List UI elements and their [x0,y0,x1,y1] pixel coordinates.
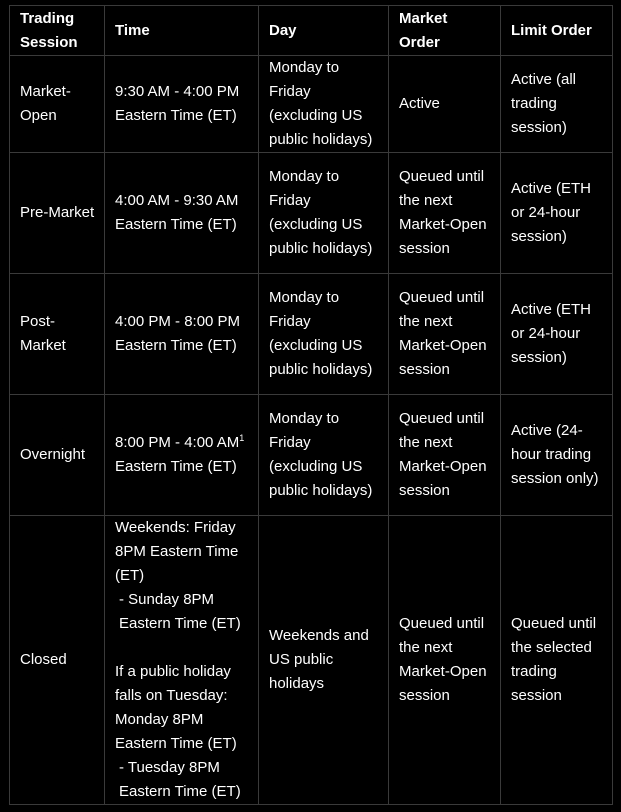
day-cell: Monday to Friday (excluding US public holidays) [259,56,389,153]
time-range-with-footnote [115,431,250,455]
time-zone: Eastern Time (ET) [115,107,237,124]
limit-order-cell: Active (ETH or 24-hour session) [501,274,613,395]
market-order-cell: Active [389,56,501,153]
header-market-order: Market Order [389,6,501,56]
holiday-start: Monday 8PM Eastern Time (ET) [115,711,237,752]
time-zone: Eastern Time (ET) [115,458,237,475]
holiday-end: - Tuesday 8PM Eastern Time (ET) [119,759,241,800]
table-row [10,56,613,153]
market-order-cell: Queued until the next Market-Open session [389,395,501,516]
time-cell [105,395,259,516]
market-order-cell: Queued until the next Market-Open session [389,153,501,274]
limit-order-cell: Active (all trading session) [501,56,613,153]
time-cell [105,274,259,395]
limit-order-cell: Queued until the selected trading session [501,516,613,805]
session-cell: Post-Market [10,274,105,395]
session-cell: Pre-Market [10,153,105,274]
session-cell: Market-Open [10,56,105,153]
header-limit-order: Limit Order [501,6,613,56]
table-row [10,516,613,805]
time-range: 4:00 AM - 9:30 AM [115,192,239,209]
time-cell [105,56,259,153]
time-zone: Eastern Time (ET) [115,216,237,233]
footnote-marker: 1 [239,433,245,443]
day-cell: Monday to Friday (excluding US public holidays) [259,153,389,274]
session-cell: Closed [10,516,105,805]
time-range: 4:00 PM - 8:00 PM [115,313,241,330]
holiday-intro: If a public holiday falls on Tuesday: [115,663,231,704]
time-zone: Eastern Time (ET) [115,337,237,354]
weekend-end: - Sunday 8PM Eastern Time (ET) [119,591,241,632]
table-row [10,395,613,516]
day-cell: Weekends and US public holidays [259,516,389,805]
table-row [10,153,613,274]
market-order-cell: Queued until the next Market-Open session [389,516,501,805]
day-cell: Monday to Friday (excluding US public holidays) [259,395,389,516]
header-day: Day [259,6,389,56]
header-trading-session: Trading Session [10,6,105,56]
header-time: Time [105,6,259,56]
table-row [10,274,613,395]
session-cell: Overnight [10,395,105,516]
limit-order-cell: Active (24-hour trading session only) [501,395,613,516]
time-cell [105,153,259,274]
weekend-start: Weekends: Friday 8PM Eastern Time (ET) [115,519,239,584]
paragraph-gap [115,636,250,660]
time-cell [105,516,259,805]
trading-sessions-table [9,5,613,805]
market-order-cell: Queued until the next Market-Open session [389,274,501,395]
table-header-row [10,6,613,56]
time-range: 8:00 PM - 4:00 AM [115,434,240,451]
time-range: 9:30 AM - 4:00 PM [115,83,240,100]
day-cell: Monday to Friday (excluding US public holidays) [259,274,389,395]
limit-order-cell: Active (ETH or 24-hour session) [501,153,613,274]
